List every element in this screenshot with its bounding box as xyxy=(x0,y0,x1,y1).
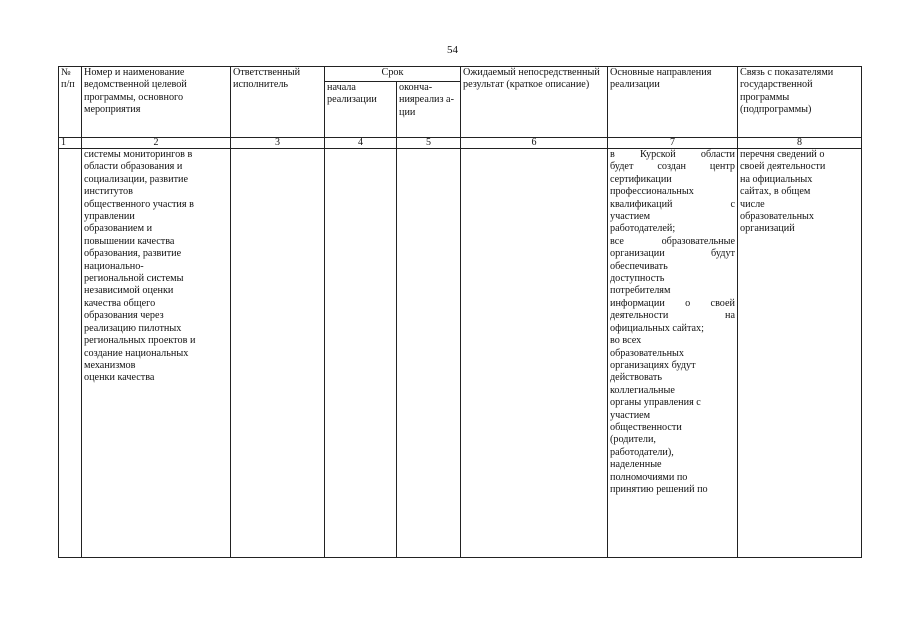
cell-start xyxy=(325,149,397,558)
text-line: наделенные xyxy=(610,459,662,471)
text-line: информации о своей xyxy=(610,297,735,309)
cell-program-name xyxy=(82,149,231,558)
text-line: образованием и xyxy=(84,223,153,235)
program-name-text xyxy=(84,149,228,385)
text-line: органы управления с xyxy=(610,397,701,409)
text-line: организаций xyxy=(740,223,795,235)
cell-end xyxy=(397,149,461,558)
text-line: на официальных xyxy=(740,173,813,185)
text-line: деятельности на xyxy=(610,310,735,322)
header-row xyxy=(59,67,862,82)
text-line: все образовательные xyxy=(610,235,735,247)
text-line: в Курской области xyxy=(610,149,735,160)
text-line: сертификации xyxy=(610,173,672,185)
text-line: институтов xyxy=(84,186,133,198)
text-line: механизмов xyxy=(84,359,136,371)
header-start: начала реализации xyxy=(325,82,397,138)
text-line: перечня сведений о xyxy=(740,149,825,160)
text-line: сайтах, в общем xyxy=(740,186,811,198)
text-line: доступность xyxy=(610,273,665,285)
text-line: коллегиальные xyxy=(610,384,675,396)
directions-text xyxy=(610,149,735,496)
text-line: участием xyxy=(610,409,651,421)
text-line: образования, развитие xyxy=(84,248,182,260)
text-line: системы мониторингов в xyxy=(84,149,193,160)
cell-expected-result xyxy=(461,149,608,558)
column-number-row xyxy=(59,138,862,149)
column-number: 1 xyxy=(59,138,82,149)
text-line: региональной системы xyxy=(84,273,184,285)
header-program-name: Номер и наименование ведомственной целевой программы, основного мероприятия xyxy=(82,67,231,138)
text-line: обеспечивать xyxy=(610,260,668,272)
text-line: управлении xyxy=(84,211,135,223)
column-number: 4 xyxy=(325,138,397,149)
program-table xyxy=(58,66,862,558)
text-line: качества общего xyxy=(84,297,156,309)
text-line: организации будут xyxy=(610,248,735,260)
text-line: во всех xyxy=(610,335,642,347)
column-number: 7 xyxy=(608,138,738,149)
text-line: профессиональных xyxy=(610,186,694,198)
text-line: оценки качества xyxy=(84,372,155,384)
cell-responsible xyxy=(231,149,325,558)
text-line: области образования и xyxy=(84,161,183,173)
text-line: реализацию пилотных xyxy=(84,322,182,334)
header-indicators-link: Связь с показателями государственной программы (подпрограммы) xyxy=(738,67,862,138)
text-line: своей деятельности xyxy=(740,161,826,173)
header-end: оконча-нияреализ а-ции xyxy=(397,82,461,138)
text-line: повышении качества xyxy=(84,235,175,247)
text-line: участием xyxy=(610,211,651,223)
text-line: потребителям xyxy=(610,285,671,297)
text-line: региональных проектов и xyxy=(84,335,196,347)
column-number: 6 xyxy=(461,138,608,149)
header-expected-result: Ожидаемый непосредственный результат (краткое описание) xyxy=(461,67,608,138)
text-line: будет создан центр xyxy=(610,161,735,173)
text-line: образовательных xyxy=(740,211,814,223)
text-line: числе xyxy=(740,198,765,210)
text-line: общественности xyxy=(610,421,682,433)
text-line: принятию решений по xyxy=(610,483,708,495)
text-line: общественного участия в xyxy=(84,198,194,210)
column-number: 8 xyxy=(738,138,862,149)
header-term: Срок xyxy=(325,67,461,82)
text-line: полномочиями по xyxy=(610,471,688,483)
text-line: организациях будут xyxy=(610,359,696,371)
indicators-link-text xyxy=(740,149,859,236)
column-number: 3 xyxy=(231,138,325,149)
text-line: социализации, развитие xyxy=(84,173,188,185)
cell-directions xyxy=(608,149,738,558)
header-responsible: Ответственный исполнитель xyxy=(231,67,325,138)
text-line: создание национальных xyxy=(84,347,189,359)
column-number: 5 xyxy=(397,138,461,149)
cell-number xyxy=(59,149,82,558)
text-line: образовательных xyxy=(610,347,684,359)
text-line: квалификаций с xyxy=(610,198,735,210)
cell-indicators-link xyxy=(738,149,862,558)
column-number: 2 xyxy=(82,138,231,149)
text-line: (родители, xyxy=(610,434,656,446)
text-line: действовать xyxy=(610,372,662,384)
header-number: № п/п xyxy=(59,67,82,138)
text-line: официальных сайтах; xyxy=(610,322,704,334)
text-line: работодателей; xyxy=(610,223,676,235)
text-line: независимой оценки xyxy=(84,285,174,297)
table-row xyxy=(59,149,862,558)
text-line: образования через xyxy=(84,310,164,322)
text-line: национально- xyxy=(84,260,144,272)
page-number: 54 xyxy=(447,44,458,56)
text-line: работодатели), xyxy=(610,446,674,458)
header-directions: Основные направления реализации xyxy=(608,67,738,138)
